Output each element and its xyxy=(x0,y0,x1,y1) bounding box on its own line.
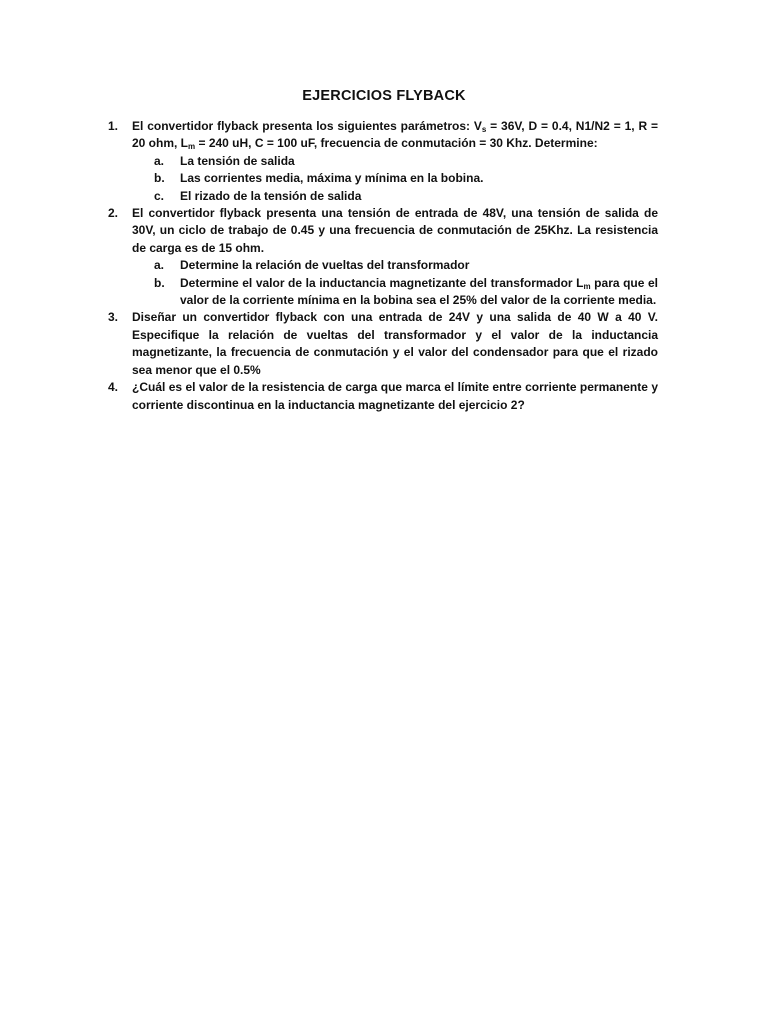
exercise-text: El convertidor flyback presenta una tensión de entrada de 48V, una tensión de salida de 30V, un ciclo de trabajo de 0.45 y una frecuencia de conmutación de 25Khz. La resistencia de carga es de 15 ohm. xyxy=(132,206,658,255)
exercise-text-part: El convertidor flyback presenta los siguientes parámetros: V xyxy=(132,119,482,133)
subitem-letter: c. xyxy=(154,188,165,203)
exercise-number: 2. xyxy=(108,206,119,221)
subitem xyxy=(132,188,658,205)
subitem-letter: b. xyxy=(154,171,165,186)
exercise-text-part: = 36V, D = 0.4, N1/N2 = 1, R = 20 ohm, L xyxy=(132,119,658,151)
exercise-text xyxy=(132,119,658,150)
subitem-text xyxy=(180,276,658,307)
subitem-letter: b. xyxy=(154,275,165,290)
subitem xyxy=(132,275,658,310)
subitem-text: Determine la relación de vueltas del transformador xyxy=(180,258,470,273)
subitem xyxy=(132,170,658,187)
subitem-list xyxy=(132,153,658,205)
subscript: m xyxy=(188,142,196,152)
exercise-text: ¿Cuál es el valor de la resistencia de carga que marca el límite entre corriente permanente y corriente discontinua en la inductancia magnetizante del ejercicio 2? xyxy=(132,380,658,412)
exercise-4 xyxy=(108,379,658,414)
subscript: s xyxy=(481,125,487,134)
subitem-text-part: Determine el valor de la inductancia magnetizante del transformador L xyxy=(180,275,584,290)
exercise-text-part: = 240 uH, C = 100 uF, frecuencia de conmutación = 30 Khz. Determine: xyxy=(195,136,598,151)
subitem-list xyxy=(132,257,658,309)
exercise-list xyxy=(108,118,658,414)
subitem-letter: a. xyxy=(154,258,165,273)
exercise-number: 1. xyxy=(108,119,119,133)
subitem-letter: a. xyxy=(154,153,165,168)
subitem-text-part: para que el valor de la corriente mínima en la bobina sea el 25% del valor de la corriente media. xyxy=(180,275,659,308)
subitem-text: La tensión de salida xyxy=(180,153,295,168)
subitem xyxy=(132,153,658,170)
subscript: m xyxy=(583,281,591,291)
exercise-1 xyxy=(108,118,658,205)
document-title: EJERCICIOS FLYBACK xyxy=(302,88,466,104)
subitem-text: El rizado de la tensión de salida xyxy=(180,188,362,203)
exercise-number: 4. xyxy=(108,380,119,395)
subitem-text: Las corrientes media, máxima y mínima en la bobina. xyxy=(180,171,484,186)
exercise-3 xyxy=(108,309,658,379)
exercise-number: 3. xyxy=(108,310,119,325)
subitem xyxy=(132,257,658,274)
exercise-2 xyxy=(108,205,658,309)
exercise-text: Diseñar un convertidor flyback con una entrada de 24V y una salida de 40 W a 40 V. Especifique la relación de vueltas del transformador y el valor de la inductancia magnetizante, la frecuencia de conmutación y el valor del condensador para que el rizado sea menor que el 0.5% xyxy=(132,310,658,377)
